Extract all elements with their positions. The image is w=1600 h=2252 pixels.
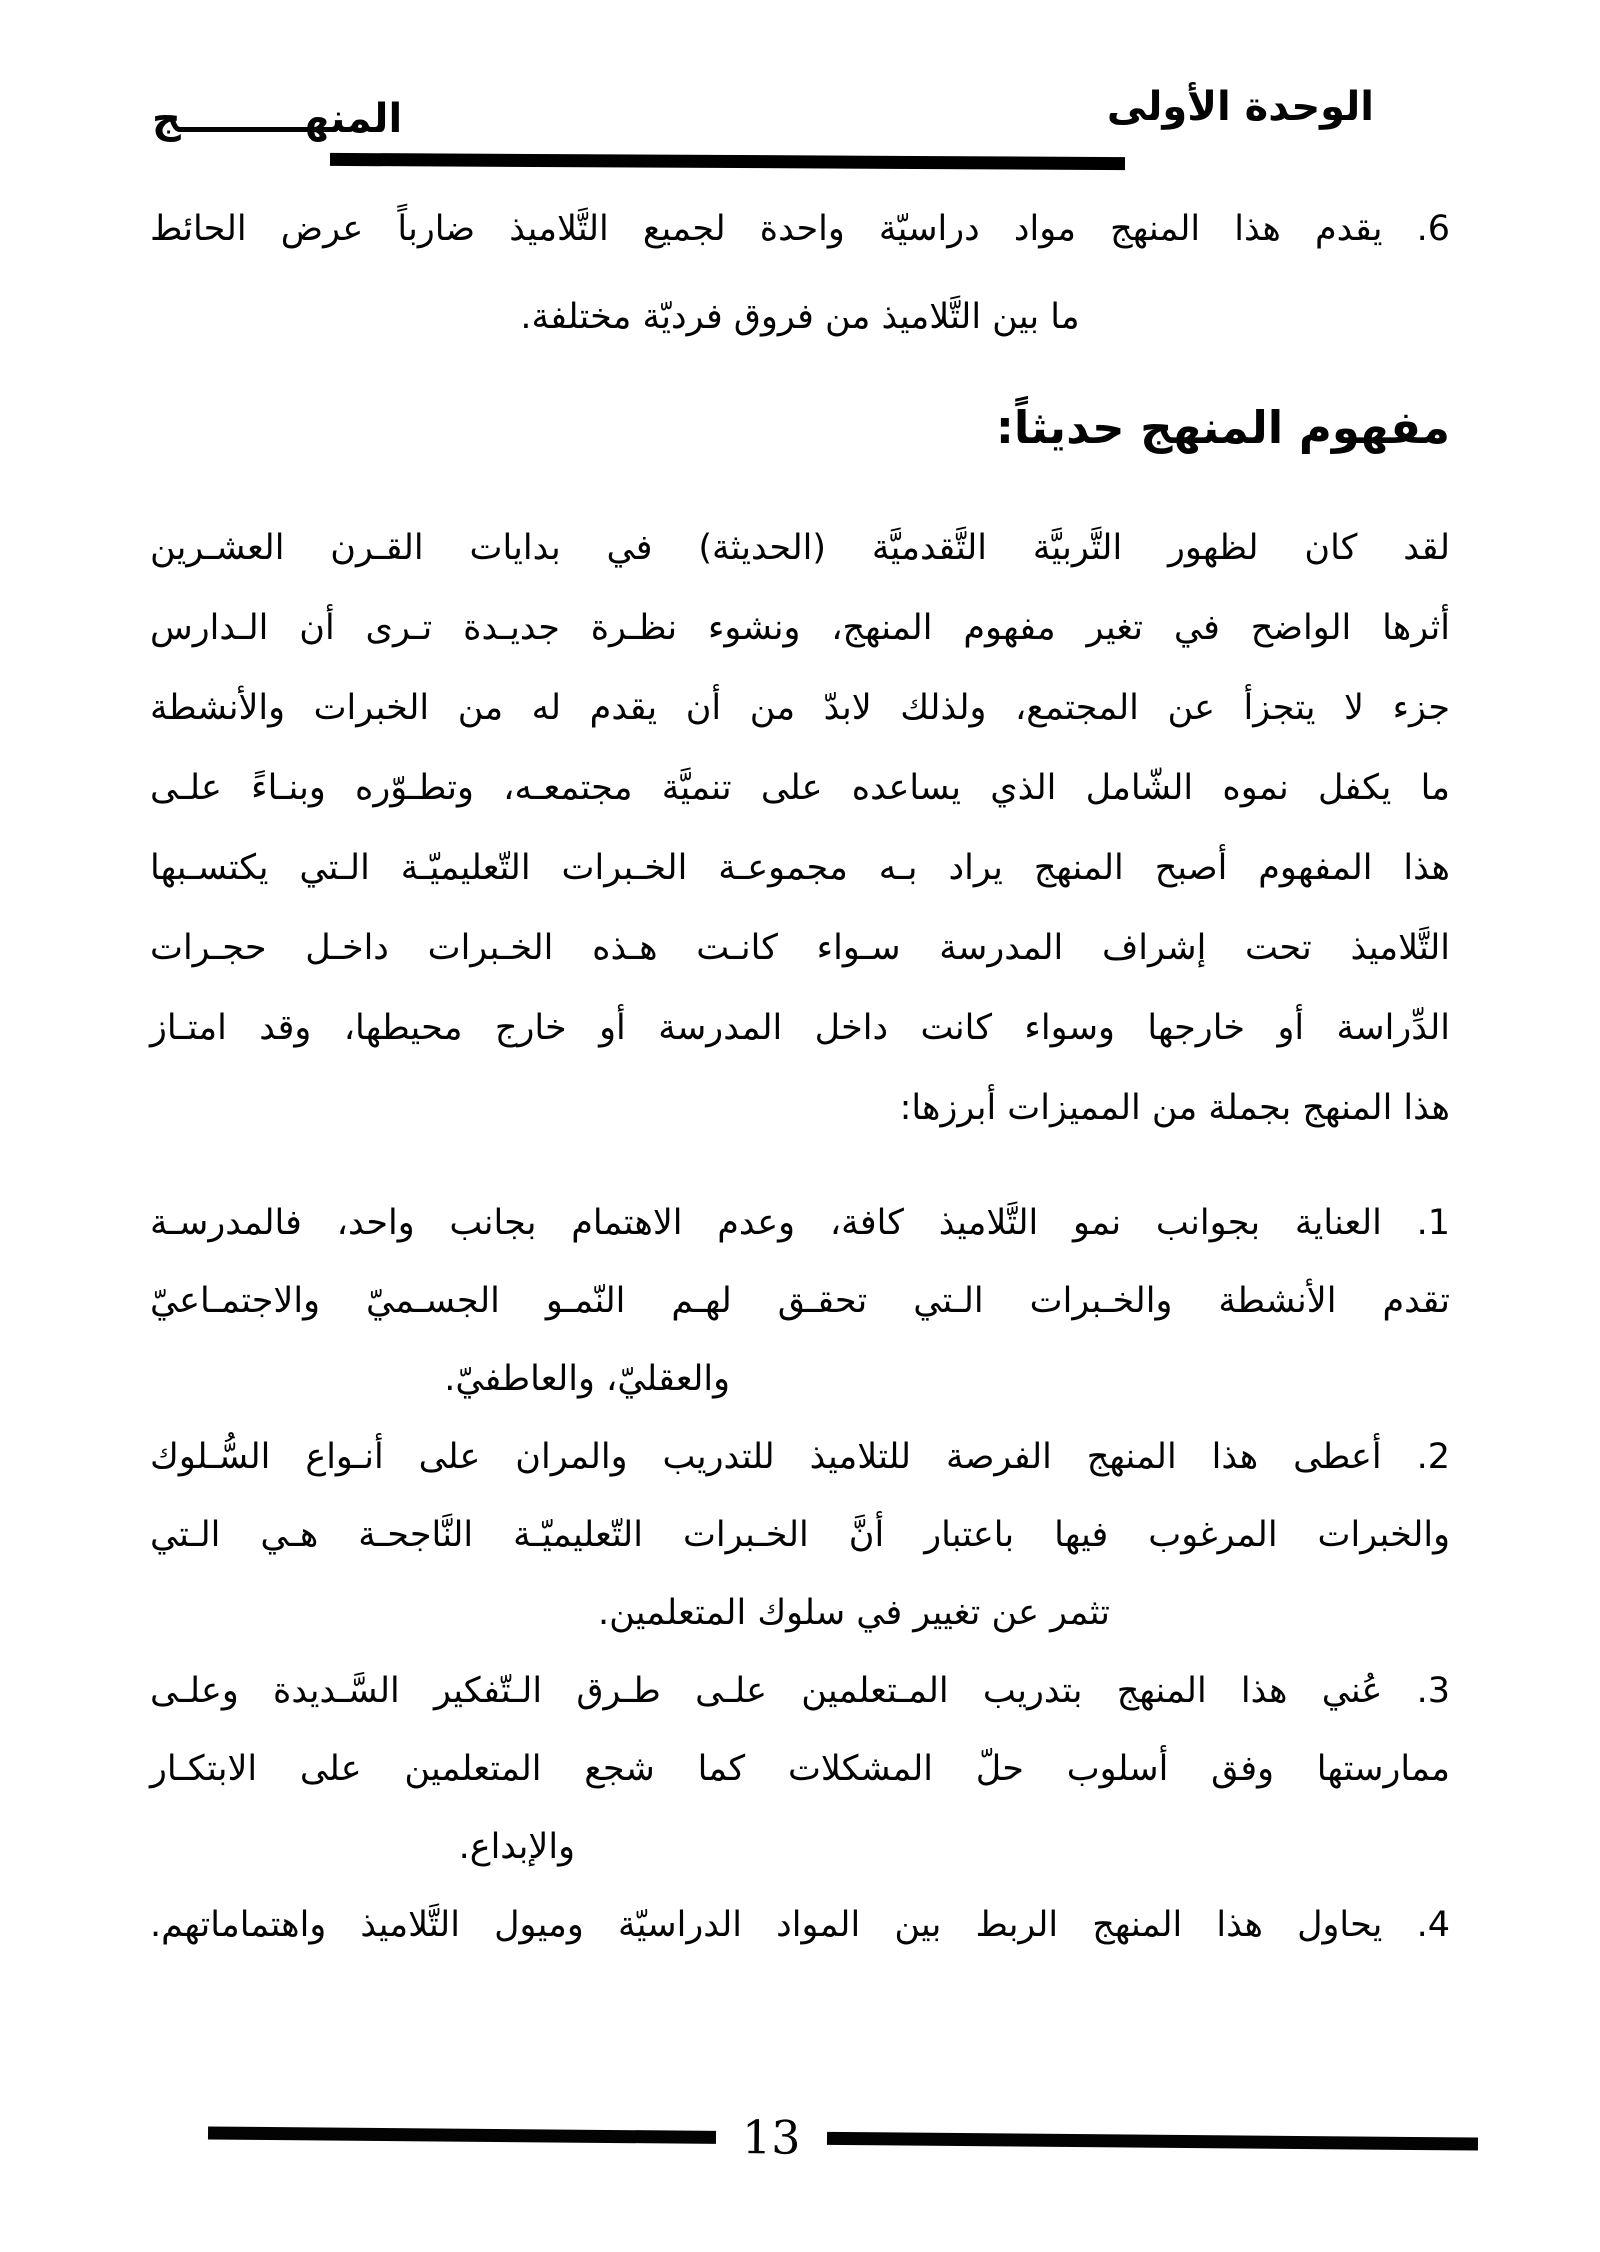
feature-3-line-3: والإبداع. [458,1827,575,1867]
paragraph-line: الدِّراسة أو خارجها وسواء كانت داخل المدرسة أو خارج محيطها، وقد امتـاز [150,1008,1450,1048]
header-unit-title: الوحدة الأولى [1106,84,1374,130]
feature-4-line-1: 4. يحاول هذا المنهج الربط بين المواد الدراسيّة وميول التَّلاميذ واهتماماتهم. [150,1905,1450,1945]
paragraph-line: هذا المفهوم أصبح المنهج يراد بـه مجموعـة الخـبرات التّعليميّـة الـتي يكتسـبها [150,848,1450,888]
paragraph-line: جزء لا يتجزأ عن المجتمع، ولذلك لابدّ من أن يقدم له من الخبرات والأنشطة [150,688,1450,728]
section-heading-block [150,382,1450,474]
main-paragraph [150,508,1450,1148]
paragraph-line: التَّلاميذ تحت إشراف المدرسة سـواء كانـت هـذه الخـبرات داخـل حجـرات [150,928,1450,968]
page-footer [208,2100,1479,2175]
list-item-6-line-1: 6. يقدم هذا المنهج مواد دراسيّة واحدة لجميع التَّلاميذ ضارباً عرض الحائط [150,209,1450,249]
feature-1-line-1: 1. العناية بجوانب نمو التَّلاميذ كافة، وعدم الاهتمام بجانب واحد، فالمدرسـة [150,1203,1450,1243]
paragraph-line: لقد كان لظهور التَّربيَّة التَّقدميَّة (الحديثة) في بدايات القـرن العشـرين [150,528,1450,568]
feature-1-line-3: والعقليّ، والعاطفيّ. [444,1359,730,1399]
feature-2-line-2: والخبرات المرغوب فيها باعتبار أنَّ الخـبرات التّعليميّـة النَّاجحـة هـي الـتي [150,1515,1450,1555]
section-heading: مفهوم المنهج حديثاً: [995,401,1450,454]
paragraph-line: أثرها الواضح في تغير مفهوم المنهج، ونشوء نظـرة جديـدة تـرى أن الـدارس [150,608,1450,648]
footer-rule-left [208,2126,716,2143]
list-item-6 [150,185,1450,361]
header-rule [330,153,1125,170]
page-number: 13 [741,2110,801,2165]
feature-1-line-2: تقدم الأنشطة والخـبرات الـتي تحقـق لهـم النّمـو الجسـميّ والاجتمـاعيّ [150,1281,1450,1321]
features-list [150,1184,1450,1964]
paragraph-line: ما يكفل نموه الشّامل الذي يساعده على تنميَّة مجتمعـه، وتطـوّره وبنـاءً علـى [150,768,1450,808]
feature-3-line-2: ممارستها وفق أسلوب حلّ المشكلات كما شجع المتعلمين على الابتكـار [150,1749,1450,1789]
feature-2-line-3: تثمر عن تغيير في سلوك المتعلمين. [597,1593,1110,1633]
feature-2-line-1: 2. أعطى هذا المنهج الفرصة للتلاميذ للتدريب والمران على أنـواع السُّـلوك [150,1437,1450,1477]
footer-rule-right [826,2131,1478,2150]
paragraph-line: هذا المنهج بجملة من المميزات أبرزها: [899,1088,1450,1128]
feature-3-line-1: 3. عُني هذا المنهج بتدريب المـتعلمين علـى طـرق الـتّفكير السَّـديدة وعلـى [150,1671,1450,1711]
header-running-title: المنهـــــــــج [152,96,403,142]
list-item-6-line-2: ما بين التَّلاميذ من فروق فرديّة مختلفة. [520,297,1080,337]
